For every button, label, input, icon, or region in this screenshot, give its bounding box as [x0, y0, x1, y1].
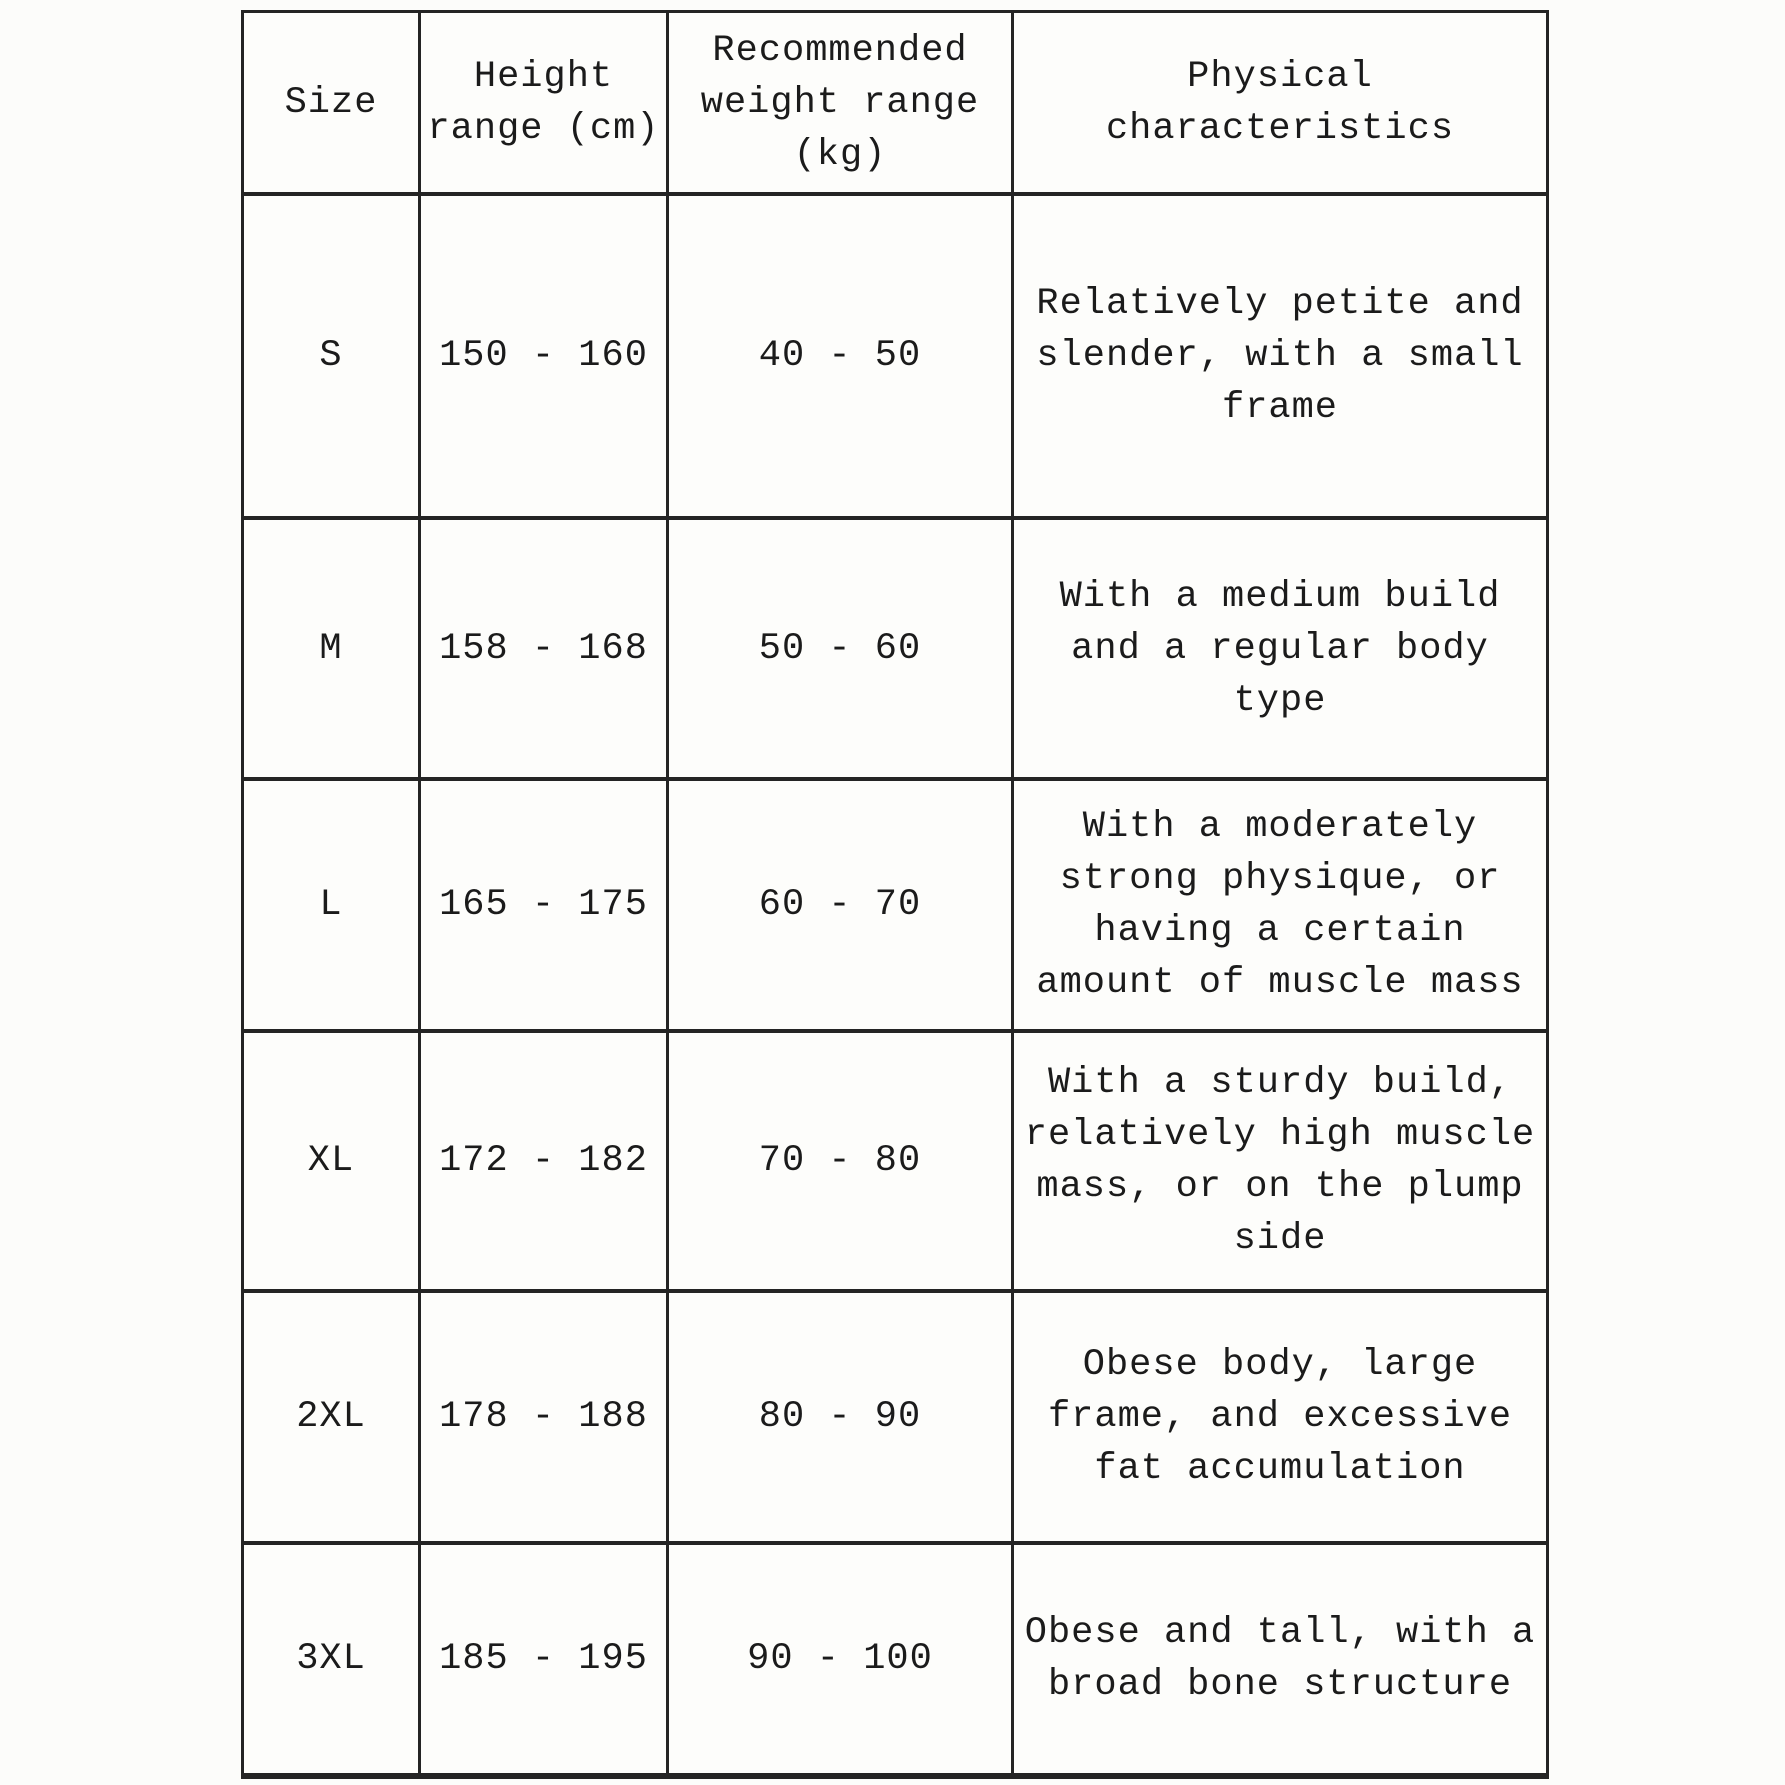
physical-text: relatively high muscle	[1024, 1114, 1536, 1156]
size-value: M	[319, 627, 343, 670]
physical-text: and a regular body	[1071, 627, 1489, 670]
height-value: 172 - 182	[439, 1140, 648, 1182]
height-value: 185 - 195	[439, 1638, 648, 1680]
physical-text: amount of muscle mass	[1036, 962, 1524, 1004]
height-value: 158 - 168	[439, 627, 648, 670]
height-cell	[421, 196, 669, 520]
header-weight-label: Recommended	[712, 29, 968, 72]
size-value: XL	[307, 1140, 355, 1182]
physical-text: strong physique, or	[1059, 858, 1501, 900]
size-cell	[244, 1033, 421, 1293]
physical-text: type	[1233, 679, 1327, 722]
header-size-cell	[244, 13, 421, 196]
header-weight-cell	[669, 13, 1014, 196]
size-cell	[244, 520, 421, 781]
physical-text: With a medium build	[1059, 575, 1501, 618]
height-cell	[421, 520, 669, 781]
physical-cell	[1014, 196, 1546, 520]
height-cell	[421, 1545, 669, 1773]
size-cell	[244, 1545, 421, 1773]
size-cell	[244, 196, 421, 520]
header-height-label: range (cm)	[427, 107, 660, 150]
height-cell	[421, 1033, 669, 1293]
height-value: 165 - 175	[439, 884, 648, 926]
physical-text: Obese and tall, with a	[1024, 1612, 1536, 1654]
physical-text: mass, or on the plump	[1036, 1166, 1524, 1208]
height-value: 150 - 160	[439, 335, 648, 377]
header-physical-cell	[1014, 13, 1546, 196]
header-height-cell	[421, 13, 669, 196]
weight-value: 70 - 80	[758, 1140, 922, 1182]
weight-value: 50 - 60	[758, 627, 922, 670]
physical-text: frame, and excessive	[1047, 1396, 1513, 1438]
weight-value: 40 - 50	[758, 335, 922, 377]
size-value: L	[319, 884, 343, 926]
physical-text: With a moderately	[1082, 806, 1478, 848]
physical-cell	[1014, 1293, 1546, 1545]
weight-cell	[669, 520, 1014, 781]
weight-value: 80 - 90	[758, 1396, 922, 1438]
header-weight-label: (kg)	[793, 133, 887, 176]
size-cell	[244, 781, 421, 1033]
header-height-label: Height	[473, 55, 614, 98]
physical-text: With a sturdy build,	[1047, 1062, 1513, 1104]
header-physical-label: Physical	[1187, 55, 1373, 98]
weight-cell	[669, 1293, 1014, 1545]
physical-text: slender, with a small	[1036, 335, 1524, 377]
physical-cell	[1014, 520, 1546, 781]
weight-value: 90 - 100	[747, 1638, 933, 1680]
header-size-label: Size	[284, 81, 378, 124]
size-chart-table	[241, 10, 1549, 1779]
weight-cell	[669, 781, 1014, 1033]
weight-cell	[669, 1545, 1014, 1773]
size-value: S	[319, 335, 343, 377]
header-physical-label: characteristics	[1105, 107, 1455, 150]
physical-text: side	[1233, 1218, 1327, 1260]
height-cell	[421, 781, 669, 1033]
weight-cell	[669, 196, 1014, 520]
header-weight-label: weight range	[700, 81, 980, 124]
physical-cell	[1014, 1545, 1546, 1773]
physical-cell	[1014, 781, 1546, 1033]
size-cell	[244, 1293, 421, 1545]
size-value: 3XL	[296, 1638, 366, 1680]
physical-text: Obese body, large	[1082, 1344, 1478, 1386]
physical-cell	[1014, 1033, 1546, 1293]
physical-text: Relatively petite and	[1036, 283, 1524, 325]
physical-text: frame	[1221, 387, 1339, 429]
physical-text: broad bone structure	[1047, 1664, 1513, 1706]
weight-value: 60 - 70	[758, 884, 922, 926]
height-value: 178 - 188	[439, 1396, 648, 1438]
size-value: 2XL	[296, 1396, 366, 1438]
physical-text: having a certain	[1094, 910, 1466, 952]
physical-text: fat accumulation	[1094, 1448, 1466, 1490]
weight-cell	[669, 1033, 1014, 1293]
height-cell	[421, 1293, 669, 1545]
